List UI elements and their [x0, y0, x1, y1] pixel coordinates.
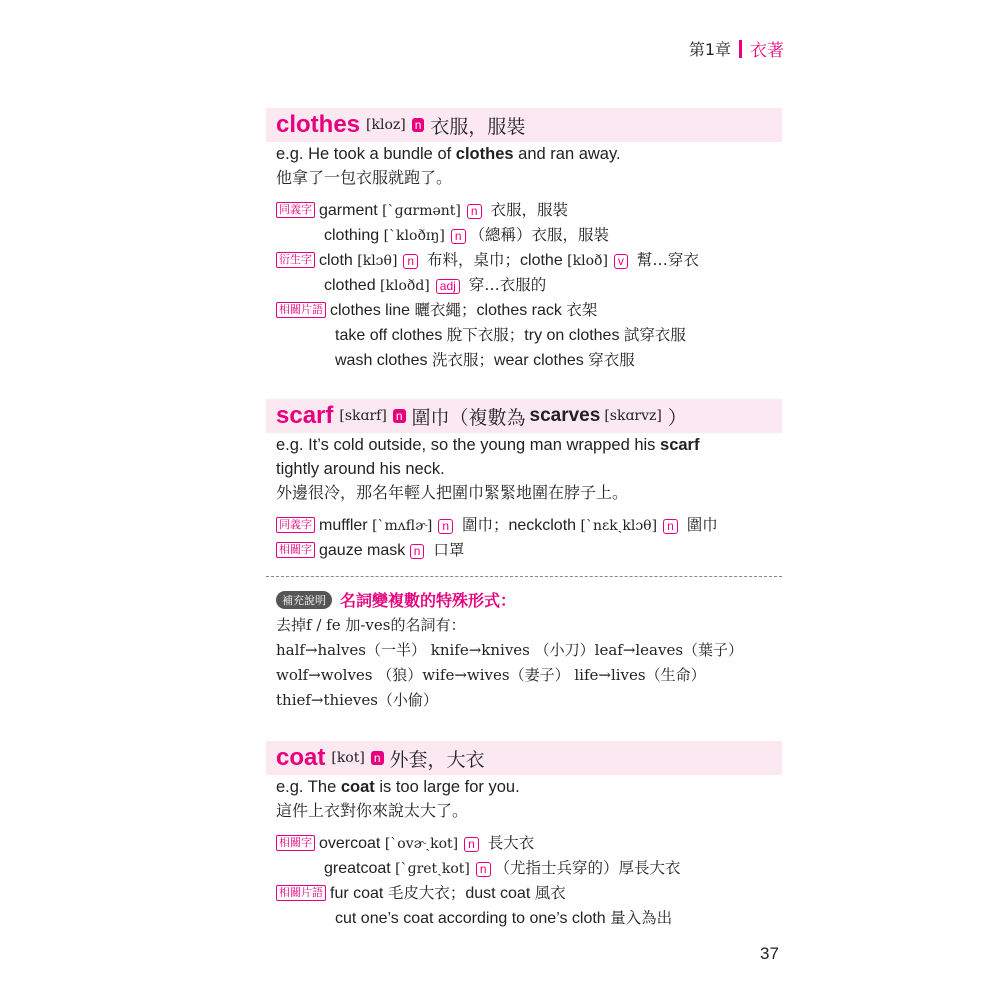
related-row: wash clothes 洗衣服；wear clothes 穿衣服 — [335, 351, 635, 369]
example-sentence-cont: tightly around his neck. — [276, 460, 445, 478]
example-sentence: e.g. He took a bundle of clothes and ran away. — [276, 145, 621, 163]
related-row: 相關字 gauze mask n 口罩 — [266, 538, 782, 563]
entry-scarf — [266, 399, 782, 563]
pronunciation: [kloz] — [366, 117, 406, 133]
note-line: thief→thieves（小偷） — [276, 691, 438, 709]
meaning: 圍巾（複數為 — [411, 406, 526, 429]
meaning: 外套，大衣 — [389, 748, 485, 771]
entry-heading — [266, 741, 782, 775]
tag-derivative: 衍生字 — [276, 252, 315, 268]
headword: scarf — [276, 402, 334, 429]
pronunciation: [kot] — [331, 750, 365, 766]
related-row: 同義字 garment [ˋɡɑrmənt] n 衣服，服裝 — [266, 198, 782, 223]
example-sentence: e.g. It’s cold outside, so the young man wrapped his scarf — [276, 436, 700, 454]
related-row: 同義字 muffler [ˋmʌflɚ] n 圍巾；neckcloth [ˋnɛkˏklɔθ] n 圍巾 — [266, 513, 782, 538]
note-title: 名詞變複數的特殊形式： — [340, 591, 517, 610]
related-row: greatcoat [ˋɡretˏkot] n （尤指士兵穿的）厚長大衣 — [324, 859, 681, 877]
example-sentence: e.g. The coat is too large for you. — [276, 778, 520, 796]
related-row: cut one’s coat according to one’s cloth 量入為出 — [335, 909, 673, 927]
related-row: 相關片語 clothes line 曬衣繩；clothes rack 衣架 — [266, 298, 782, 323]
note-line: wolf→wolves （狼）wife→wives（妻子） life→lives（生命） — [276, 666, 706, 684]
pos-badge: n — [371, 751, 384, 765]
headword: clothes — [276, 111, 361, 138]
chapter-title: 衣著 — [750, 41, 784, 61]
meaning: 衣服，服裝 — [430, 115, 526, 138]
related-row: 相關字 overcoat [ˋovɚˏkot] n 長大衣 — [266, 831, 782, 856]
entry-coat — [266, 741, 782, 931]
related-row: take off clothes 脫下衣服；try on clothes 試穿衣服 — [335, 326, 686, 344]
entry-clothes — [266, 108, 782, 373]
entry-heading — [266, 399, 782, 433]
note-line: half→halves（一半） knife→knives （小刀）leaf→leaves（葉子） — [276, 641, 744, 659]
tag-phrases: 相關片語 — [276, 302, 326, 318]
plural-pronunciation: [skɑrvz] — [604, 408, 662, 424]
tag-synonym: 同義字 — [276, 202, 315, 218]
example-translation: 他拿了一包衣服就跑了。 — [276, 168, 453, 187]
plural-form: scarves — [529, 405, 601, 426]
chapter-label: 第1章 — [688, 40, 731, 59]
meaning-close: ） — [667, 406, 687, 429]
supplementary-note — [276, 588, 782, 713]
tag-related: 相關字 — [276, 835, 315, 851]
related-row: 衍生字 cloth [klɔθ] n 布料，桌巾；clothe [kloð] v 幫…穿衣 — [266, 248, 782, 273]
pronunciation: [skɑrf] — [339, 408, 387, 424]
note-badge: 補充說明 — [276, 591, 332, 609]
tag-related: 相關字 — [276, 542, 315, 558]
example-translation: 這件上衣對你來說太大了。 — [276, 801, 469, 820]
headword: coat — [276, 744, 326, 771]
tag-synonym: 同義字 — [276, 517, 315, 533]
note-line: 去掉f / fe 加-ves的名詞有： — [276, 616, 466, 634]
related-row: 相關片語 fur coat 毛皮大衣；dust coat 風衣 — [266, 881, 782, 906]
divider — [266, 576, 782, 577]
example-translation: 外邊很冷，那名年輕人把圍巾緊緊地圍在脖子上。 — [276, 483, 629, 502]
related-row: clothing [ˋkloðɪŋ] n （總稱）衣服，服裝 — [324, 226, 610, 244]
related-row: clothed [kloðd] adj 穿…衣服的 — [324, 276, 547, 294]
pos-badge: n — [393, 409, 406, 423]
entry-heading — [266, 108, 782, 142]
chapter-divider — [739, 40, 742, 58]
chapter-header — [689, 36, 784, 61]
page-number: 37 — [760, 944, 779, 963]
tag-phrases: 相關片語 — [276, 885, 326, 901]
pos-badge: n — [412, 118, 425, 132]
